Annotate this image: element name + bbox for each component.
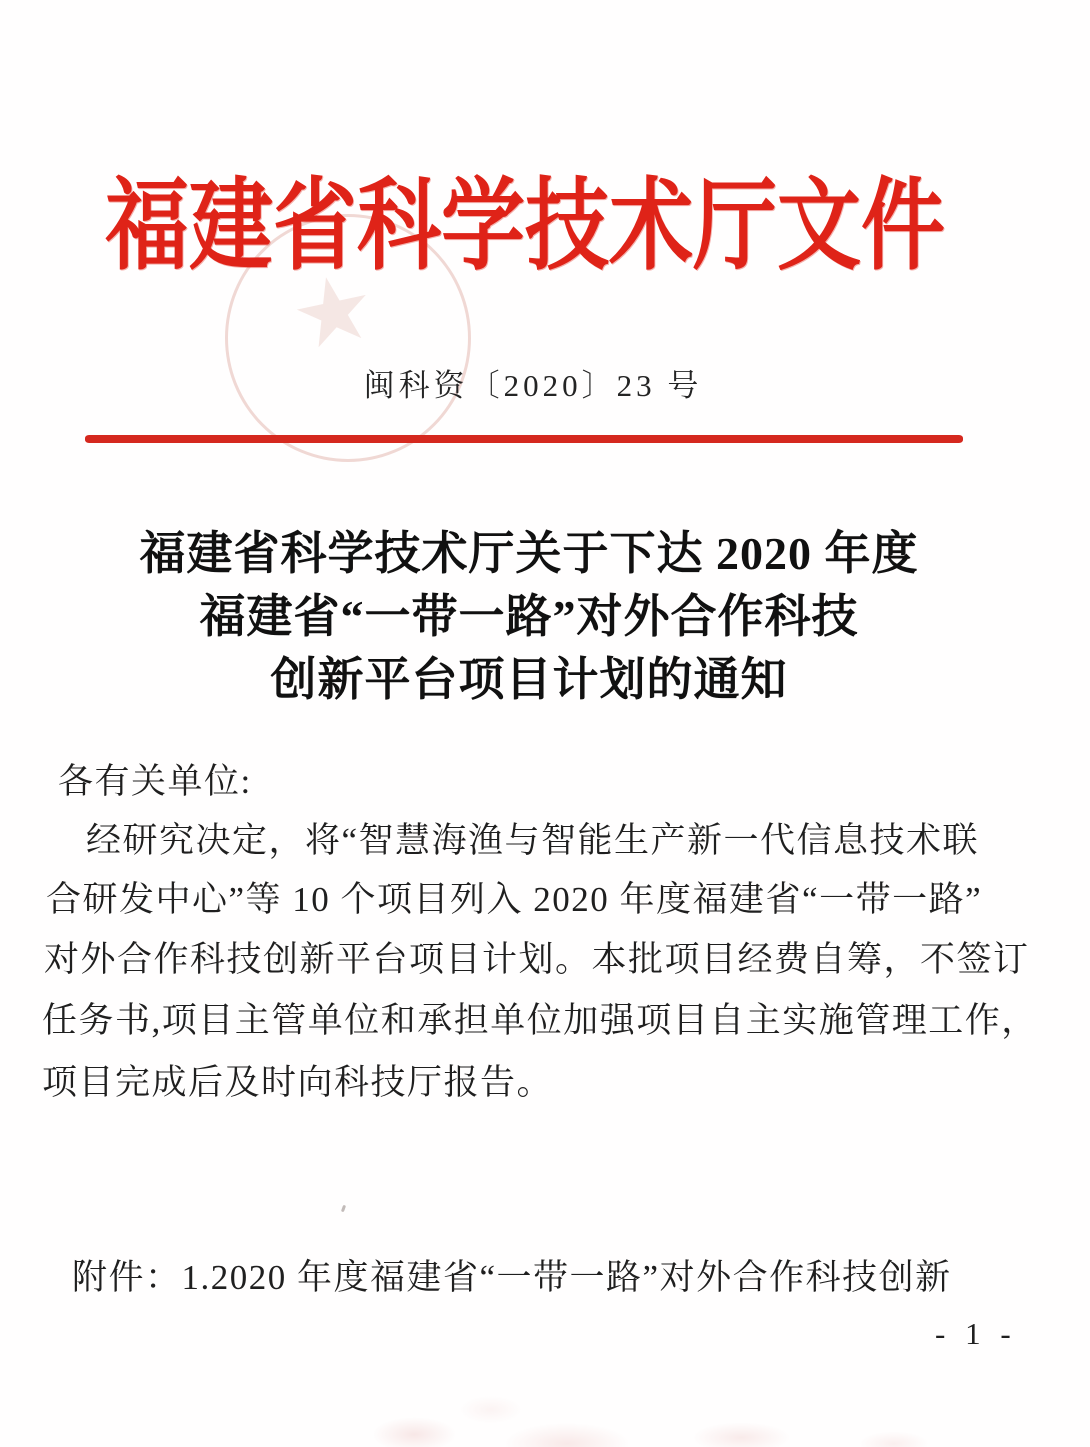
letterhead-org-title: 福建省科学技术厅文件 (105, 171, 946, 282)
body-text-line: 合研发中心”等 10 个项目列入 2020 年度福建省“一带一路” (46, 880, 983, 919)
scan-bleed-noise (0, 1385, 1090, 1447)
salutation: 各有关单位: (58, 762, 252, 801)
document-number: 闽科资〔2020〕23 号 (363, 368, 703, 403)
seal-star-icon: ★ (281, 250, 385, 373)
scan-speck (341, 1205, 346, 1213)
body-text-line: 对外合作科技创新平台项目计划。本批项目经费自筹，不签订 (44, 940, 1030, 979)
attachment-line: 附件：1.2020 年度福建省“一带一路”对外合作科技创新 (72, 1258, 952, 1297)
page-number: - 1 - (935, 1316, 1017, 1351)
document-title-line-3: 创新平台项目计划的通知 (270, 654, 788, 705)
document-title (0, 522, 1074, 711)
letterhead-divider-rule (85, 435, 963, 443)
body-text-line: 项目完成后及时向科技厅报告。 (42, 1063, 554, 1102)
body-text-line: 经研究决定，将“智慧海渔与智能生产新一代信息技术联 (86, 821, 980, 860)
document-title-line-1: 福建省科学技术厅关于下达 2020 年度 (139, 528, 919, 579)
document-title-line-2: 福建省“一带一路”对外合作科技 (199, 591, 859, 642)
body-text-line: 任务书,项目主管单位和承担单位加强项目自主实施管理工作， (42, 1001, 1038, 1040)
